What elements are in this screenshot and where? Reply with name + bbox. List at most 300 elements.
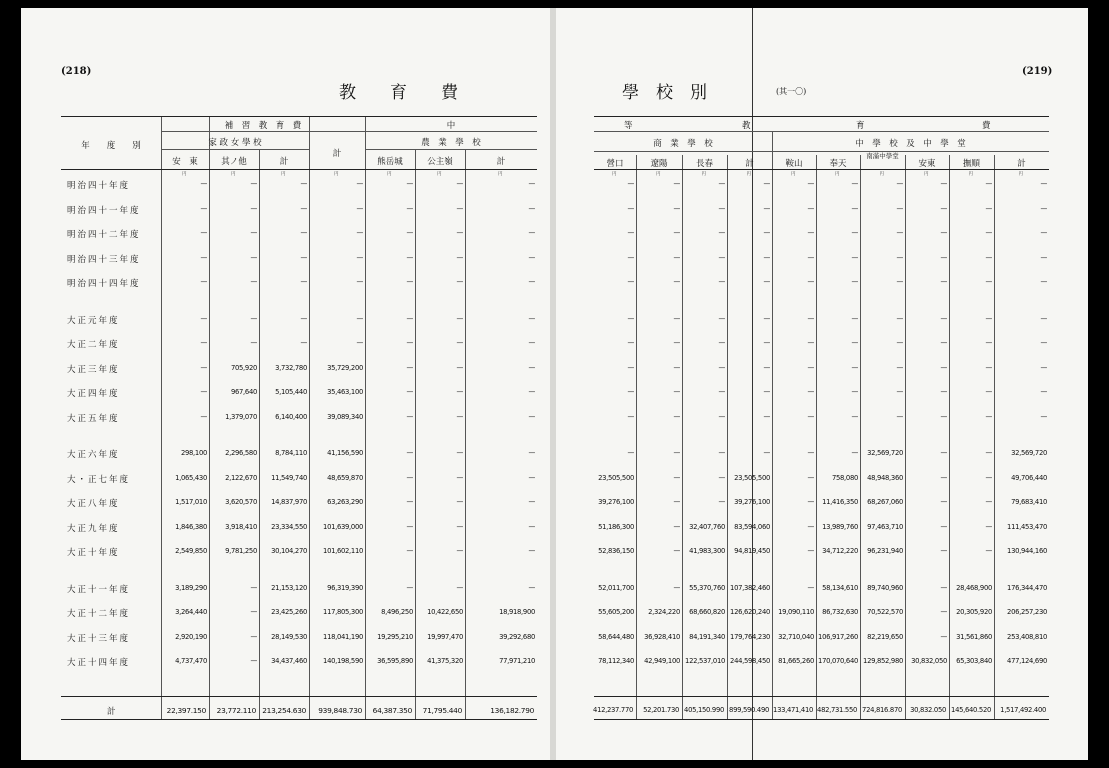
table-cell: 176,344,470 (1007, 583, 1047, 592)
table-cell: 206,257,230 (1007, 608, 1047, 616)
table-cell: 19,997,470 (427, 632, 463, 641)
table-cell: 14,837,970 (271, 498, 307, 506)
col-header: 計 (332, 149, 342, 159)
table-cell: 32,710,040 (778, 632, 814, 641)
table-cell: — (406, 498, 413, 506)
table-cell: 49,706,440 (1011, 473, 1047, 482)
table-cell: — (250, 314, 257, 323)
year-label: 明治四十三年度 (67, 254, 141, 265)
table-cell: 11,416,350 (822, 498, 858, 506)
total-cell: 724,816.870 (862, 706, 902, 714)
table-cell: — (985, 498, 992, 506)
table-cell: — (673, 498, 680, 506)
table-cell: — (200, 363, 207, 372)
year-label: 大正十年度 (67, 548, 120, 558)
table-cell: — (896, 412, 903, 421)
table-cell: — (718, 388, 725, 396)
table-cell: — (456, 473, 463, 482)
table-cell: — (940, 363, 947, 372)
table-cell: 1,065,430 (175, 473, 207, 482)
table-cell: — (851, 388, 858, 396)
table-cell: — (896, 314, 903, 323)
table-cell: 3,189,290 (175, 583, 207, 592)
table-cell: — (940, 547, 947, 555)
col-header: 長春 (695, 159, 713, 169)
table-cell: — (627, 314, 634, 323)
table-cell: 58,134,610 (822, 583, 858, 592)
table-cell: — (718, 473, 725, 482)
table-cell: — (250, 632, 257, 641)
table-cell: — (851, 180, 858, 188)
total-cell: 145,640.520 (951, 706, 991, 714)
table-cell: — (851, 253, 858, 262)
table-cell: — (807, 412, 814, 421)
unit-label: 円 (498, 172, 503, 177)
year-label: 大正九年度 (67, 523, 120, 534)
table-cell: 30,104,270 (271, 547, 307, 555)
table-cell: — (807, 180, 814, 188)
table-cell: 30,832,050 (911, 657, 947, 665)
table-cell: 170,070,640 (818, 657, 858, 665)
table-cell: — (851, 314, 858, 323)
total-cell: 405,150.990 (684, 706, 724, 714)
table-cell: 101,602,110 (323, 547, 363, 555)
table-cell: 84,191,340 (689, 632, 725, 641)
table-cell: — (851, 229, 858, 237)
col-header: 計 (279, 157, 289, 167)
table-cell: 11,549,740 (271, 473, 307, 482)
table-cell: — (940, 180, 947, 188)
table-cell: — (528, 253, 535, 262)
total-cell: 71,795.440 (422, 706, 462, 715)
table-cell: — (896, 339, 903, 347)
table-cell: 21,153,120 (271, 583, 307, 592)
table-cell: 31,561,860 (956, 632, 992, 641)
table-cell: 477,124,690 (1007, 657, 1047, 665)
table-cell: — (627, 412, 634, 421)
total-cell: 412,237.770 (593, 706, 633, 714)
table-cell: — (200, 253, 207, 262)
table-cell: 55,605,200 (598, 608, 634, 616)
table-cell: — (807, 498, 814, 506)
table-cell: 19,090,110 (778, 608, 814, 616)
table-cell: — (896, 388, 903, 396)
table-cell: — (940, 253, 947, 262)
table-cell: 39,089,340 (327, 412, 363, 421)
year-header: 年 度 別 (81, 141, 141, 151)
table-cell: 5,105,440 (275, 388, 307, 396)
table-cell: 2,324,220 (648, 608, 680, 616)
table-cell: — (1040, 363, 1047, 372)
table-cell: 967,640 (230, 388, 257, 396)
table-cell: — (200, 229, 207, 237)
table-cell: 6,140,400 (275, 412, 307, 421)
unit-label: 円 (437, 172, 442, 177)
table-cell: 79,683,410 (1011, 498, 1047, 506)
table-cell: — (673, 583, 680, 592)
table-cell: — (627, 229, 634, 237)
total-cell: 136,182.790 (490, 706, 534, 715)
table-cell: — (673, 253, 680, 262)
table-cell: — (718, 412, 725, 421)
col-header: 奉天 (829, 159, 847, 169)
table-cell: — (627, 180, 634, 188)
table-cell: — (528, 547, 535, 555)
table-cell: 41,983,300 (689, 547, 725, 555)
table-cell: — (406, 180, 413, 188)
table-cell: — (528, 180, 535, 188)
total-cell: 1,517,492.400 (1000, 706, 1046, 714)
year-label: 大・正七年度 (67, 474, 131, 485)
unit-label: 円 (1018, 172, 1023, 177)
table-cell: — (763, 314, 770, 323)
table-cell: — (406, 278, 413, 286)
table-cell: — (940, 632, 947, 641)
table-cell: — (250, 657, 257, 665)
table-cell: — (807, 388, 814, 396)
table-cell: — (1040, 278, 1047, 286)
table-cell: — (300, 229, 307, 237)
table-cell: — (940, 278, 947, 286)
table-cell: — (985, 449, 992, 457)
table-cell: — (763, 253, 770, 262)
table-cell: 39,276,100 (598, 498, 634, 506)
table-cell: — (528, 363, 535, 372)
total-cell: 482,731.550 (817, 706, 857, 714)
page-number: (219) (1022, 66, 1053, 77)
table-cell: 253,408,810 (1007, 632, 1047, 641)
table-cell: 3,620,570 (225, 498, 257, 506)
col-header: 計 (745, 159, 754, 169)
table-cell: — (200, 180, 207, 188)
table-cell: — (300, 278, 307, 286)
table-cell: — (673, 180, 680, 188)
table-cell: — (456, 412, 463, 421)
table-cell: — (356, 229, 363, 237)
table-cell: — (406, 229, 413, 237)
table-cell: — (807, 547, 814, 555)
year-label: 明治四十二年度 (67, 230, 141, 240)
table-cell: — (673, 278, 680, 286)
table-cell: — (250, 278, 257, 286)
table-cell: — (406, 547, 413, 555)
table-cell: — (1040, 412, 1047, 421)
table-cell: — (985, 363, 992, 372)
year-label: 大正十二年度 (67, 609, 131, 619)
table-cell: 41,156,590 (327, 449, 363, 457)
table-cell: — (456, 583, 463, 592)
table-cell: 39,276,100 (734, 498, 770, 506)
table-cell: — (718, 363, 725, 372)
table-cell: — (200, 278, 207, 286)
table-cell: 35,729,200 (327, 363, 363, 372)
table-cell: — (406, 253, 413, 262)
table-cell: 129,852,980 (863, 657, 903, 665)
table-cell: 2,296,580 (225, 449, 257, 457)
table-cell: 23,505,500 (598, 473, 634, 482)
year-label: 大正十三年度 (67, 633, 131, 644)
table-cell: 48,948,360 (867, 473, 903, 482)
table-cell: — (627, 278, 634, 286)
table-cell: — (940, 449, 947, 457)
table-cell: 39,292,680 (499, 632, 535, 641)
table-cell: 1,379,070 (225, 412, 257, 421)
subheader-commercial-school: 商 業 學 校 (653, 139, 713, 149)
top-header: 等 (624, 121, 633, 131)
table-cell: — (673, 388, 680, 396)
table-cell: — (528, 388, 535, 396)
table-cell: 23,425,260 (271, 608, 307, 616)
table-cell: — (940, 388, 947, 396)
table-cell: 34,437,460 (271, 657, 307, 665)
table-cell: — (456, 339, 463, 347)
top-header: 育 (856, 121, 865, 131)
table-cell: — (456, 449, 463, 457)
col-header: 南滿中學堂 (866, 152, 899, 160)
table-cell: — (528, 314, 535, 323)
table-cell: — (1040, 339, 1047, 347)
table-cell: — (763, 339, 770, 347)
table-cell: 118,041,190 (323, 632, 363, 641)
table-cell: — (673, 473, 680, 482)
table-cell: — (200, 412, 207, 421)
table-cell: — (356, 253, 363, 262)
table-cell: 86,732,630 (822, 608, 858, 616)
subheader-middle-school: 中 學 校 及 中 學 堂 (855, 139, 966, 149)
table-cell: — (300, 204, 307, 213)
col-header: 計 (496, 157, 506, 167)
year-label: 明治四十四年度 (67, 279, 141, 289)
table-cell: 2,920,190 (175, 632, 207, 641)
table-cell: — (940, 522, 947, 531)
table-cell: — (896, 204, 903, 213)
table-cell: — (456, 363, 463, 372)
table-cell: — (718, 229, 725, 237)
total-cell: 213,254.630 (262, 706, 306, 715)
table-cell: 97,463,710 (867, 522, 903, 531)
table-cell: — (940, 204, 947, 213)
table-cell: — (456, 388, 463, 396)
table-cell: 81,665,260 (778, 657, 814, 665)
unit-label: 円 (334, 172, 339, 177)
table-cell: — (406, 522, 413, 531)
table-cell: 1,517,010 (175, 498, 207, 506)
table-cell: 51,186,300 (598, 522, 634, 531)
total-cell: 133,471,410 (773, 706, 813, 714)
year-label: 大正五年度 (67, 413, 120, 424)
year-label: 大正二年度 (67, 340, 120, 350)
table-cell: 36,928,410 (644, 632, 680, 641)
unit-label: 円 (281, 172, 286, 177)
table-cell: 23,334,550 (271, 522, 307, 531)
table-cell: 2,122,670 (225, 473, 257, 482)
table-cell: 13,989,760 (822, 522, 858, 531)
table-cell: — (718, 180, 725, 188)
table-cell: — (985, 180, 992, 188)
table-cell: 10,422,650 (427, 608, 463, 616)
table-cell: — (763, 180, 770, 188)
table-cell: 68,267,060 (867, 498, 903, 506)
total-cell: 22,397.150 (166, 706, 206, 715)
table-cell: 83,594,060 (734, 522, 770, 531)
table-cell: — (985, 278, 992, 286)
table-cell: — (807, 229, 814, 237)
table-cell: 35,463,100 (327, 388, 363, 396)
table-cell: 179,764,230 (730, 632, 770, 641)
table-cell: 63,263,290 (327, 498, 363, 506)
table-cell: — (673, 522, 680, 531)
table-cell: — (985, 314, 992, 323)
year-label: 大正六年度 (67, 450, 120, 460)
table-cell: 94,819,450 (734, 547, 770, 555)
table-cell: — (406, 339, 413, 347)
table-cell: 705,920 (230, 363, 257, 372)
col-header: 遼陽 (650, 159, 668, 169)
table-cell: — (896, 278, 903, 286)
col-header: 撫順 (962, 159, 980, 169)
table-cell: — (807, 522, 814, 531)
table-cell: — (985, 388, 992, 396)
table-cell: — (528, 229, 535, 237)
table-cell: — (627, 363, 634, 372)
table-cell: — (807, 253, 814, 262)
table-cell: — (456, 498, 463, 506)
table-cell: — (456, 204, 463, 213)
table-cell: 106,917,260 (818, 632, 858, 641)
table-cell: 126,620,240 (730, 608, 770, 616)
table-cell: — (718, 498, 725, 506)
table-cell: 23,505,500 (734, 473, 770, 482)
unit-label: 円 (835, 172, 840, 177)
table-cell: 111,453,470 (1007, 522, 1047, 531)
table-cell: 55,370,760 (689, 583, 725, 592)
table-cell: — (807, 278, 814, 286)
table-cell: — (456, 180, 463, 188)
table-cell: — (673, 547, 680, 555)
year-label: 大正十一年度 (67, 584, 131, 595)
table-cell: — (763, 278, 770, 286)
table-cell: — (250, 608, 257, 616)
table-cell: 32,569,720 (1011, 449, 1047, 457)
table-cell: — (528, 473, 535, 482)
table-cell: — (250, 229, 257, 237)
table-cell: — (406, 449, 413, 457)
unit-label: 円 (231, 172, 236, 177)
table-cell: 28,149,530 (271, 632, 307, 641)
total-cell: 23,772.110 (216, 706, 256, 715)
table-cell: — (528, 583, 535, 592)
table-cell: 1,846,380 (175, 522, 207, 531)
total-cell: 899,590.490 (729, 706, 769, 714)
table-cell: 3,918,410 (225, 522, 257, 531)
table-cell: — (528, 522, 535, 531)
table-cell: — (1040, 253, 1047, 262)
table-cell: — (763, 449, 770, 457)
table-cell: — (200, 204, 207, 213)
table-cell: — (807, 363, 814, 372)
table-cell: — (406, 314, 413, 323)
subheader-agri-school: 農 業 學 校 (421, 138, 481, 148)
table-cell: — (300, 253, 307, 262)
table-cell: — (406, 204, 413, 213)
table-cell: — (763, 412, 770, 421)
table-cell: — (250, 339, 257, 347)
table-cell: — (718, 339, 725, 347)
table-cell: 89,740,960 (867, 583, 903, 592)
unit-label: 円 (968, 172, 973, 177)
table-cell: — (851, 412, 858, 421)
table-cell: — (528, 339, 535, 347)
table-cell: — (627, 449, 634, 457)
table-cell: 28,468,900 (956, 583, 992, 592)
left-table (61, 116, 537, 720)
table-cell: — (807, 204, 814, 213)
table-cell: — (456, 278, 463, 286)
table-cell: — (940, 339, 947, 347)
table-cell: — (406, 473, 413, 482)
group-header-supplementary: 補 習 教 育 費 (224, 121, 302, 131)
table-cell: — (528, 449, 535, 457)
table-cell: — (356, 339, 363, 347)
table-cell: — (940, 229, 947, 237)
table-cell: — (896, 229, 903, 237)
table-cell: — (356, 278, 363, 286)
table-cell: — (1040, 314, 1047, 323)
top-header: 教 (742, 121, 751, 131)
table-cell: — (851, 339, 858, 347)
table-cell: — (985, 412, 992, 421)
unit-label: 円 (924, 172, 929, 177)
table-cell: 758,080 (831, 473, 858, 482)
col-header: 鞍山 (785, 159, 803, 169)
table-cell: — (940, 314, 947, 323)
table-cell: — (807, 339, 814, 347)
unit-label: 円 (612, 172, 617, 177)
table-cell: — (250, 583, 257, 592)
table-cell: — (851, 278, 858, 286)
subheader-girls-school: 家 政 女 學 校 (208, 138, 262, 148)
total-cell: 30,832.050 (910, 706, 946, 714)
unit-label: 円 (387, 172, 392, 177)
table-cell: 8,496,250 (381, 608, 413, 616)
table-cell: — (940, 498, 947, 506)
table-cell: — (718, 278, 725, 286)
table-cell: — (673, 204, 680, 213)
table-cell: — (1040, 229, 1047, 237)
table-cell: — (940, 412, 947, 421)
table-cell: — (406, 583, 413, 592)
table-cell: — (896, 253, 903, 262)
year-label: 明治四十年度 (67, 181, 131, 191)
unit-label: 円 (701, 172, 706, 177)
table-cell: — (627, 204, 634, 213)
table-cell: — (1040, 204, 1047, 213)
table-cell: — (718, 449, 725, 457)
year-label: 大正三年度 (67, 364, 120, 375)
table-cell: — (807, 314, 814, 323)
table-cell: 20,305,920 (956, 608, 992, 616)
table-cell: 58,644,480 (598, 632, 634, 641)
table-cell: — (851, 363, 858, 372)
col-header: 計 (1017, 159, 1026, 169)
table-cell: — (940, 473, 947, 482)
table-cell: 2,549,850 (175, 547, 207, 555)
table-cell: — (356, 204, 363, 213)
table-cell: — (200, 314, 207, 323)
table-cell: — (940, 583, 947, 592)
table-cell: — (406, 363, 413, 372)
unit-label: 円 (879, 172, 884, 177)
